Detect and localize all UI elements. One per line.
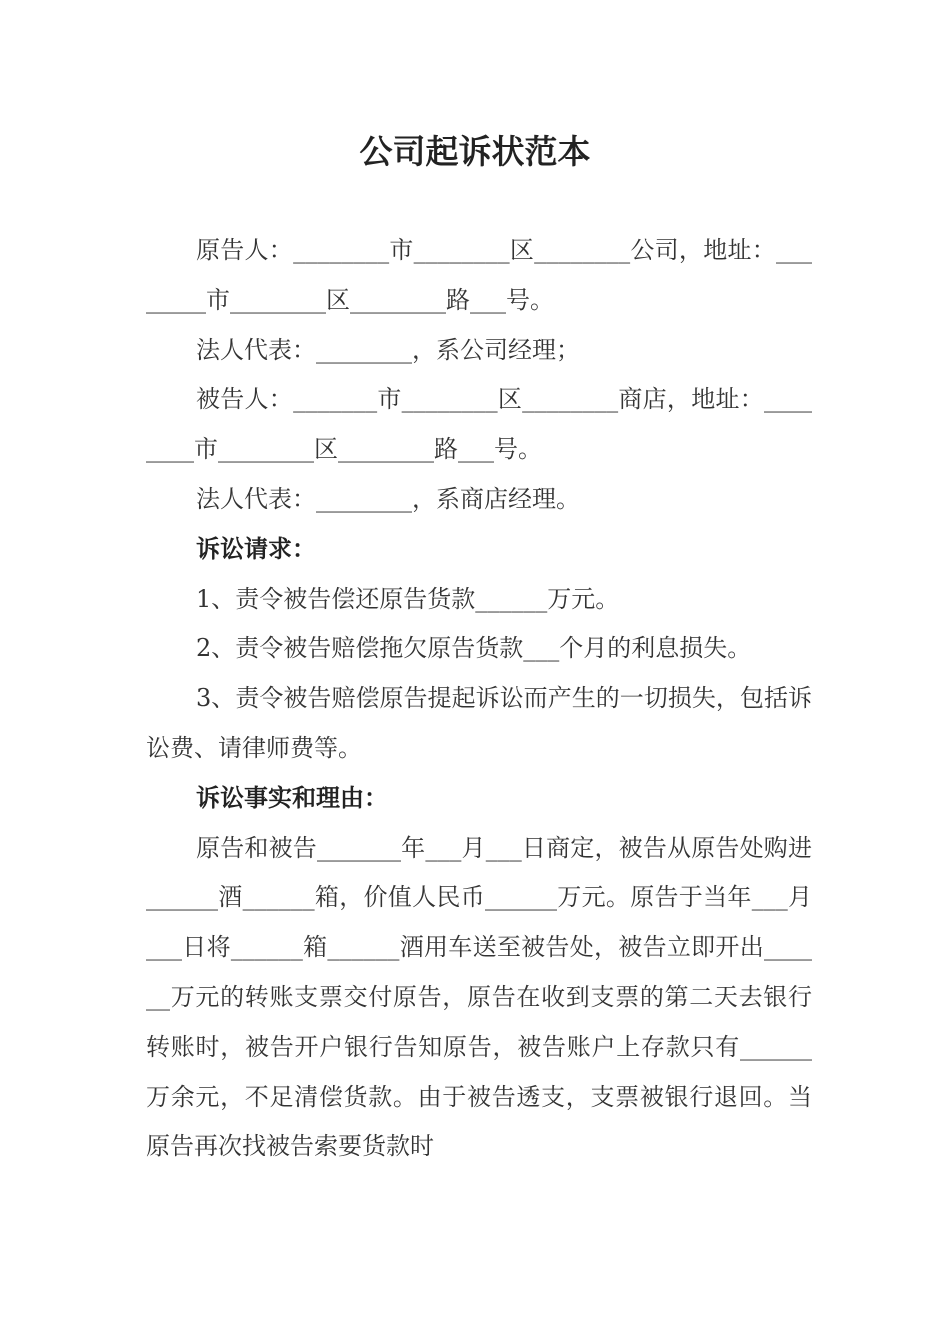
claim-item-2: 2、责令被告赔偿拖欠原告货款___个月的利息损失。 bbox=[196, 634, 752, 663]
claim-item-3: 3、责令被告赔偿原告提起诉讼而产生的一切损失，包括诉讼费、请律师费等。 bbox=[146, 684, 812, 762]
claim-item-1: 1、责令被告偿还原告货款______万元。 bbox=[196, 584, 620, 613]
plaintiff-paragraph: 原告人：________市________区________公司，地址：________市________区________路___号。 bbox=[146, 236, 812, 314]
claims-heading: 诉讼请求： bbox=[196, 534, 316, 563]
facts-heading: 诉讼事实和理由： bbox=[196, 783, 388, 812]
defendant-paragraph: 被告人：_______市________区________商店，地址：________市________区________路___号。 bbox=[146, 385, 812, 464]
document-body bbox=[146, 226, 812, 1172]
plaintiff-representative-paragraph: 法人代表：________，系公司经理； bbox=[196, 335, 580, 364]
document-title: 公司起诉状范本 bbox=[359, 132, 591, 171]
facts-paragraph: 原告和被告_______年___月___日商定，被告从原告处购进______酒______箱，价值人民币______万元。原告于当年___月___日将______箱______酒用车送至被告处，被告立即开出______万元的转账支票交付原告，原告在收到支票的第二天去银行转账时，被告开户银行告知原告，被告账户上存款只有______万余元，不足清偿货款。由于被告透支，支票被银行退回。当原告再次找被告索要货款时 bbox=[146, 833, 812, 1161]
defendant-representative-paragraph: 法人代表：________，系商店经理。 bbox=[196, 484, 580, 513]
